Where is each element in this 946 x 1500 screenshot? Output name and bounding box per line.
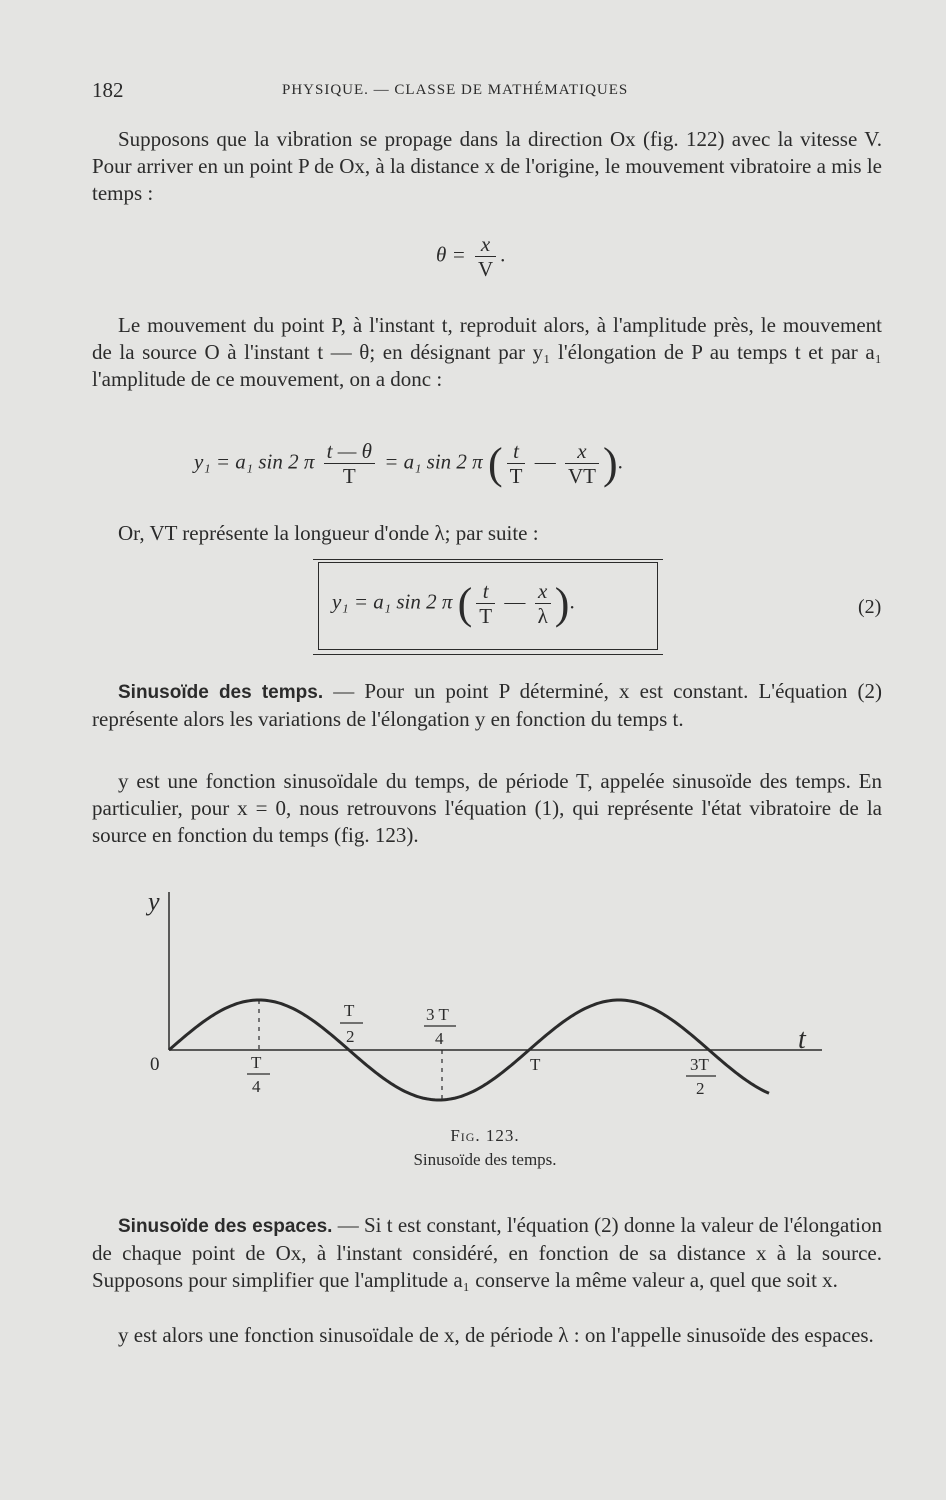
paragraph-sinusoide-temps [92, 678, 882, 733]
eq3-f2-numerator: x [535, 579, 551, 604]
eq2-f2-denominator: T [509, 464, 523, 488]
eq2-fraction-3 [565, 439, 599, 488]
eq2-fraction-2 [507, 439, 526, 488]
paragraph-longueur-onde: Or, VT représente la longueur d'onde λ; par suite : [118, 521, 539, 545]
equation-2 [332, 578, 575, 629]
equation-number: (2) [858, 596, 882, 618]
eq3-fraction-2 [535, 579, 551, 628]
paragraph-fonction-espaces: y est alors une fonction sinusoïdale de x, de période λ : on l'appelle sinusoïde des espaces. [118, 1323, 874, 1347]
eq2-lhs: y₁ = a₁ sin 2 π [194, 449, 315, 474]
t-axis-label: t [798, 1024, 806, 1055]
eq1-denominator: V [478, 257, 494, 281]
eq1-end: . [500, 242, 506, 267]
eq3-fraction-1 [476, 579, 495, 628]
eq3-close-paren: ) [554, 579, 570, 628]
eq2-f1-numerator: t — θ [324, 439, 375, 464]
sinusoid-figure [130, 884, 830, 1114]
origin-label: 0 [150, 1054, 160, 1075]
eq3-f2-denominator: λ [537, 604, 548, 628]
figure-caption [300, 1126, 670, 1170]
eq3-open-paren: ( [457, 579, 473, 628]
quarter-label-den: 4 [252, 1077, 261, 1096]
eq1-fraction [475, 232, 496, 281]
eq3-lhs: y₁ = a₁ sin 2 π [332, 589, 453, 614]
three-half-label-num: 3T [690, 1055, 709, 1074]
eq1-numerator: x [475, 232, 496, 257]
eq2-f2-numerator: t [507, 439, 526, 464]
equation-theta [436, 232, 505, 281]
eq2-close-paren: ) [602, 439, 618, 488]
paragraph-sinusoide-temps-body: — Pour un point P déterminé, x est constant. L'équation (2) représente alors les variations de l'élongation y en fonction du temps t. [92, 679, 883, 731]
eq2-mid: = a₁ sin 2 π [384, 449, 483, 474]
figure-number: Fig. 123. [450, 1126, 520, 1145]
eq1-lhs: θ = [436, 242, 466, 267]
paragraph-sinusoide-espaces-body: — Si t est constant, l'équation (2) donne la valeur de l'élongation de chaque point de Ox, à l'instant considéré, en fonction de sa distance x à la source. Supposons pour simplifier que l'amplitude a₁ conserve la même valeur a, quel que soit x. [92, 1213, 883, 1292]
eq3-end: . [569, 589, 575, 614]
eq3-minus: — [504, 589, 526, 614]
heading-sinusoide-espaces: Sinusoïde des espaces. [118, 1216, 333, 1237]
heading-sinusoide-temps: Sinusoïde des temps. [118, 682, 324, 703]
equation-elongation [194, 438, 623, 489]
half-label-den: 2 [346, 1027, 355, 1046]
eq2-end: . [617, 449, 623, 474]
paragraph-propagation: Supposons que la vibration se propage dans la direction Ox (fig. 122) avec la vitesse V. Pour arriver en un point P de Ox, à la distance x de l'origine, le mouvement vibratoire a mis le temps : [92, 127, 882, 205]
page-number: 182 [92, 78, 124, 102]
paragraph-sinusoide-espaces [92, 1212, 882, 1294]
y-axis-label: y [148, 887, 160, 916]
eq2-f3-numerator: x [565, 439, 599, 464]
running-head: PHYSIQUE. — CLASSE DE MATHÉMATIQUES [282, 82, 629, 98]
eq3-f1-numerator: t [476, 579, 495, 604]
paragraph-mouvement: Le mouvement du point P, à l'instant t, reproduit alors, à l'amplitude près, le mouvement de la source O à l'instant t — θ; en désignant par y₁ l'élongation de P au temps t et par a₁ l'amplitude de ce mouvement, on a donc : [92, 313, 882, 391]
eq2-f1-denominator: T [342, 464, 356, 488]
figure-title: Sinusoïde des temps. [413, 1150, 557, 1169]
period-label: T [530, 1055, 541, 1074]
paragraph-fonction-temps: y est une fonction sinusoïdale du temps, de période T, appelée sinusoïde des temps. En particulier, pour x = 0, nous retrouvons l'équation (1), qui représente l'état vibratoire de la source en fonction du temps (fig. 123). [92, 769, 882, 847]
half-label-num: T [344, 1001, 355, 1020]
three-quarter-label-den: 4 [435, 1029, 444, 1048]
eq2-f3-denominator: VT [567, 464, 596, 488]
three-half-label-den: 2 [696, 1079, 705, 1098]
eq2-fraction-1 [324, 439, 375, 488]
three-quarter-label-num: 3 T [426, 1005, 449, 1024]
quarter-label-num: T [251, 1053, 262, 1072]
eq3-f1-denominator: T [479, 604, 493, 628]
eq2-minus: — [534, 449, 556, 474]
eq2-open-paren: ( [487, 439, 503, 488]
page-header [92, 78, 882, 102]
